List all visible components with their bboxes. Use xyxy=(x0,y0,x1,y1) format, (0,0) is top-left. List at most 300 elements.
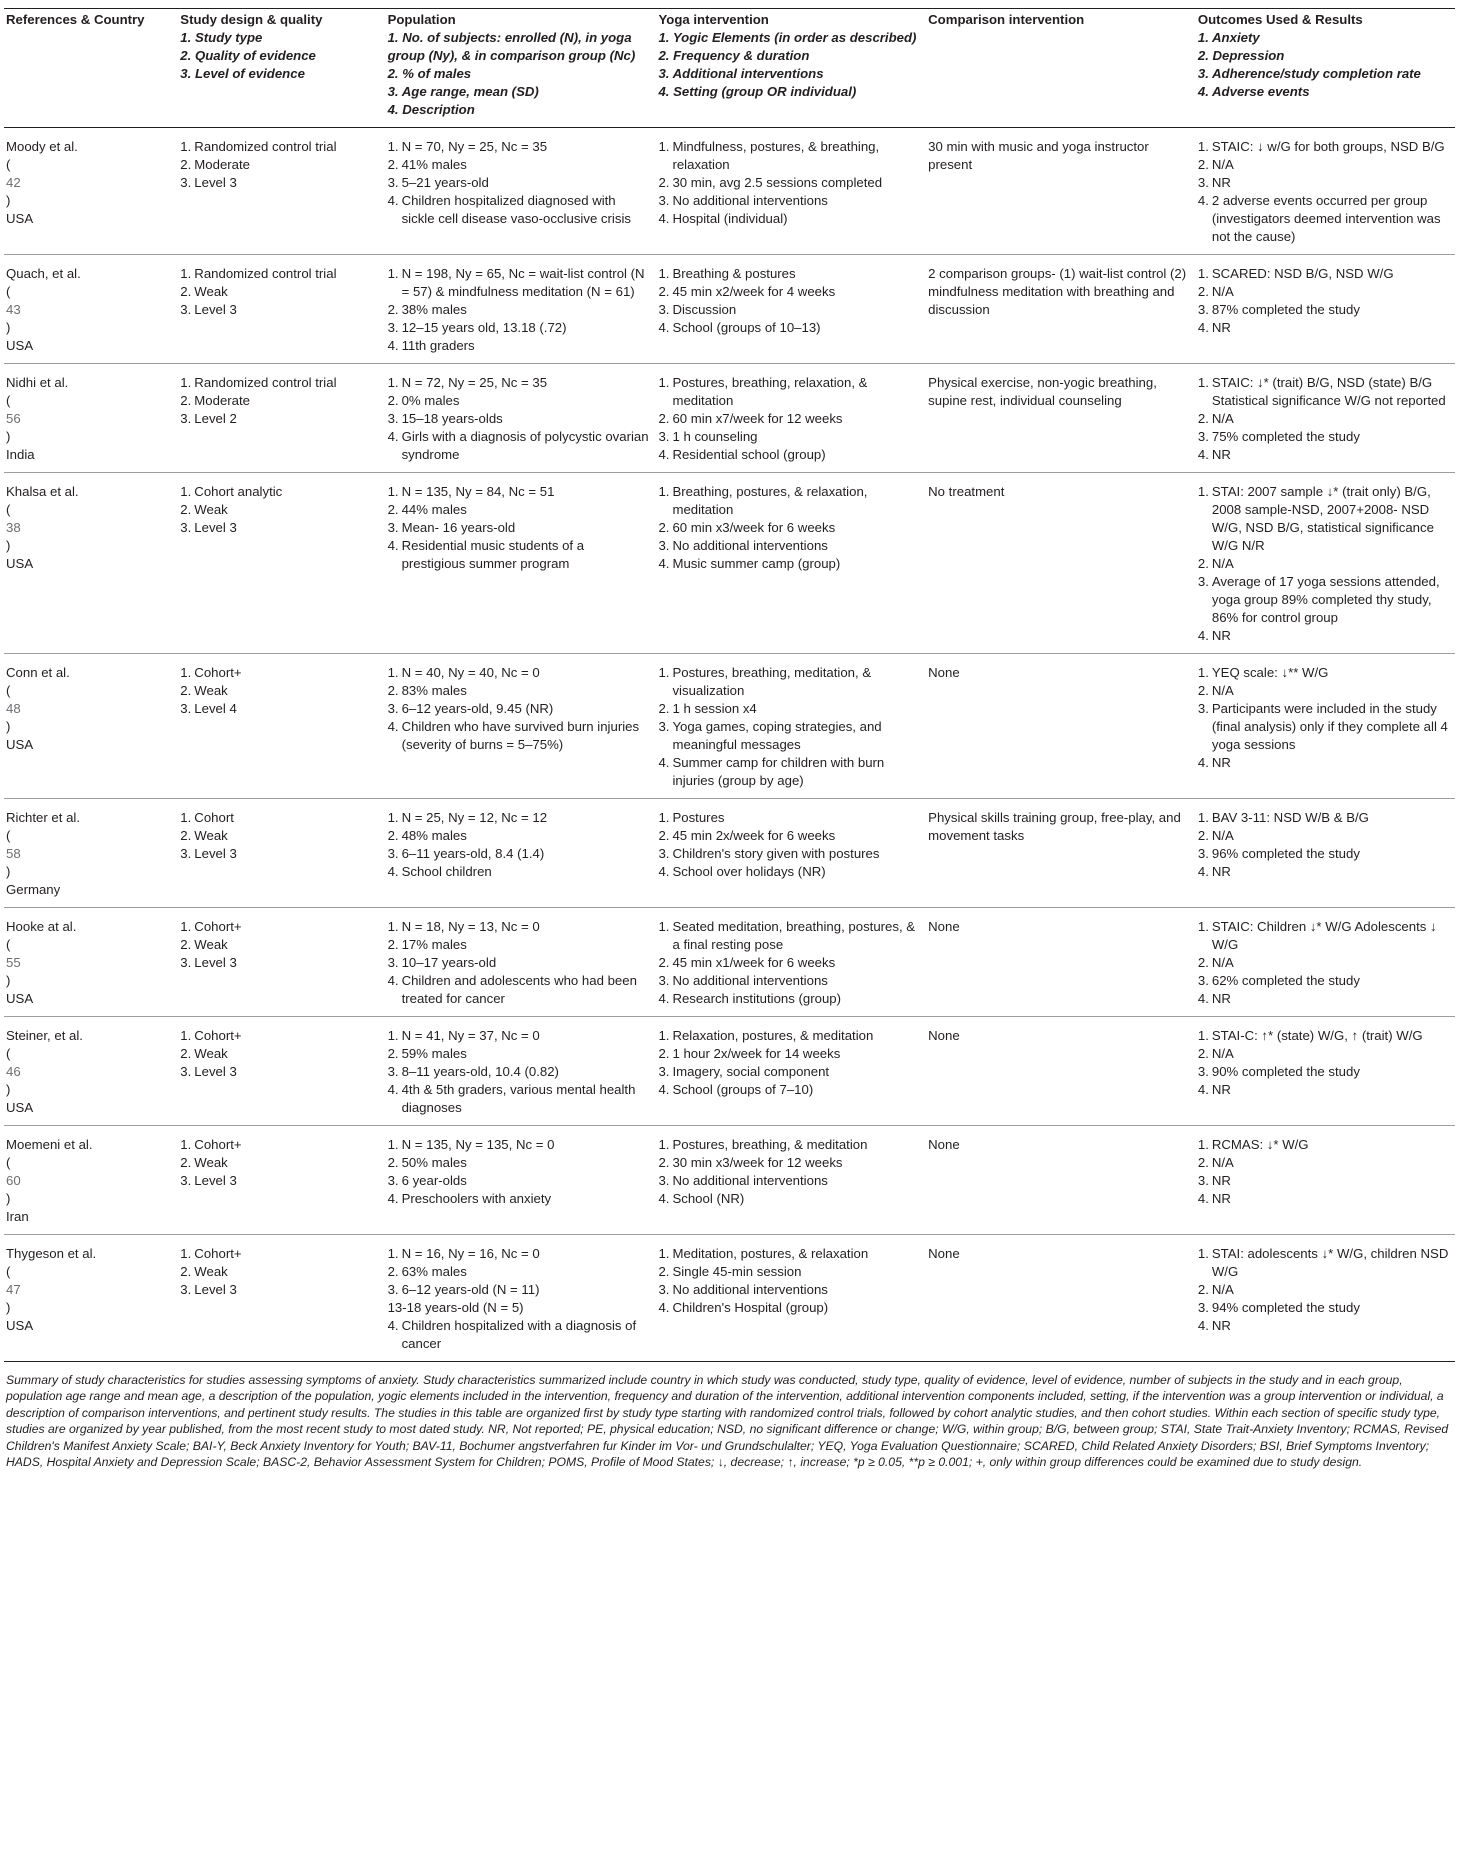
item-number: 2. xyxy=(387,937,399,952)
item-number: 1. xyxy=(387,919,399,934)
population-item xyxy=(388,918,651,936)
design-item xyxy=(180,156,379,174)
item-number: 4. xyxy=(1197,447,1209,462)
outcome-text: RCMAS: ↓* W/G xyxy=(1211,1137,1309,1152)
yoga-list xyxy=(658,1136,920,1208)
design-text: Moderate xyxy=(194,157,251,172)
item-number: 3. xyxy=(387,701,399,716)
population-text: 6–11 years-old, 8.4 (1.4) xyxy=(401,846,545,861)
design-item xyxy=(180,265,379,283)
population-text: Preschoolers with anxiety xyxy=(401,1191,552,1206)
comparison-text: Physical skills training group, free-play, and movement tasks xyxy=(928,810,1181,843)
reference-country: USA xyxy=(6,991,34,1006)
population-item xyxy=(388,1136,651,1154)
population-item xyxy=(388,1317,651,1353)
yoga-text: Imagery, social component xyxy=(672,1064,830,1079)
item-number: 4. xyxy=(387,429,399,444)
outcome-text: N/A xyxy=(1211,683,1234,698)
design-text: Cohort xyxy=(194,810,234,825)
design-list xyxy=(180,809,379,863)
outcome-item xyxy=(1198,483,1449,555)
yoga-cell xyxy=(656,1017,926,1126)
item-number: 3. xyxy=(658,193,670,208)
item-number: 4. xyxy=(387,719,399,734)
reference-authors: Moemeni et al. xyxy=(6,1137,93,1152)
item-number: 2. xyxy=(1197,556,1209,571)
reference-country: USA xyxy=(6,1100,34,1115)
yoga-item xyxy=(658,954,920,972)
item-number: 3. xyxy=(658,302,670,317)
reference-cell xyxy=(4,255,178,364)
population-text: N = 40, Ny = 40, Nc = 0 xyxy=(401,665,540,680)
yoga-list xyxy=(658,483,920,573)
column-header-item: 2. % of males xyxy=(387,66,472,81)
yoga-item xyxy=(658,428,920,446)
population-cell xyxy=(386,255,657,364)
item-number: 2. xyxy=(1197,683,1209,698)
item-number: 1. xyxy=(658,375,670,390)
design-cell xyxy=(178,1017,385,1126)
design-item xyxy=(180,519,379,537)
population-item xyxy=(388,700,651,718)
reference-authors: Steiner, et al. xyxy=(6,1028,83,1043)
yoga-text: Postures xyxy=(672,810,725,825)
study-characteristics-table xyxy=(4,8,1455,1362)
population-text: 41% males xyxy=(401,157,467,172)
reference-line: Hooke at al. ( 55 ) xyxy=(6,918,172,990)
item-number: 3. xyxy=(387,1173,399,1188)
item-number: 2. xyxy=(1197,1046,1209,1061)
item-number: 3. xyxy=(180,411,192,426)
column-header-item: 3. Additional interventions xyxy=(658,66,824,81)
population-item xyxy=(388,972,651,1008)
header-row xyxy=(4,9,1455,128)
item-number: 2. xyxy=(387,393,399,408)
population-list xyxy=(388,138,651,228)
reference-country: USA xyxy=(6,737,34,752)
outcomes-cell xyxy=(1196,473,1455,654)
population-text: Children hospitalized with a diagnosis of cancer xyxy=(401,1318,637,1351)
item-number: 2. xyxy=(1197,1155,1209,1170)
item-number: 1. xyxy=(180,484,192,499)
comparison-cell xyxy=(926,255,1196,364)
item-number: 1. xyxy=(1197,1028,1209,1043)
yoga-list xyxy=(658,1245,920,1317)
column-header-items xyxy=(180,29,379,83)
yoga-item xyxy=(658,1045,920,1063)
column-header-item: 4. Setting (group OR individual) xyxy=(658,84,857,99)
item-number: 3. xyxy=(180,1064,192,1079)
column-header xyxy=(178,9,385,128)
population-text: Children and adolescents who had been treated for cancer xyxy=(401,973,637,1006)
outcome-text: 62% completed the study xyxy=(1211,973,1360,988)
design-item xyxy=(180,664,379,682)
population-item xyxy=(388,319,651,337)
outcome-item xyxy=(1198,446,1449,464)
column-header-item: 2. Quality of evidence xyxy=(180,48,316,63)
comparison-text: None xyxy=(928,1028,960,1043)
yoga-item xyxy=(658,700,920,718)
outcome-text: NR xyxy=(1211,1191,1231,1206)
yoga-item xyxy=(658,754,920,790)
yoga-item xyxy=(658,990,920,1008)
population-cell xyxy=(386,654,657,799)
yoga-item xyxy=(658,1172,920,1190)
outcome-text: Average of 17 yoga sessions attended, yoga group 89% completed thy study, 86% for control group xyxy=(1211,574,1440,625)
item-number: 1. xyxy=(387,266,399,281)
table-row xyxy=(4,1235,1455,1362)
outcome-item xyxy=(1198,1136,1449,1154)
outcome-text: 90% completed the study xyxy=(1211,1064,1360,1079)
item-number: 4. xyxy=(658,1191,670,1206)
design-item xyxy=(180,1172,379,1190)
design-item xyxy=(180,1045,379,1063)
comparison-cell xyxy=(926,1235,1196,1362)
design-item xyxy=(180,936,379,954)
column-header-title: Population xyxy=(387,12,456,27)
design-cell xyxy=(178,654,385,799)
reference-line: Moody et al. ( 42 ) xyxy=(6,138,172,210)
design-list xyxy=(180,918,379,972)
reference-number: 38 xyxy=(6,520,21,535)
item-number: 4. xyxy=(1197,864,1209,879)
design-list xyxy=(180,138,379,192)
table-row xyxy=(4,364,1455,473)
item-number: 4. xyxy=(387,1191,399,1206)
item-number: 1. xyxy=(180,1137,192,1152)
outcome-list xyxy=(1198,1027,1449,1099)
outcome-text: STAIC: Children ↓* W/G Adolescents ↓ W/G xyxy=(1211,919,1437,952)
outcome-text: NR xyxy=(1211,991,1231,1006)
item-number: 4. xyxy=(1197,1191,1209,1206)
column-header xyxy=(1196,9,1455,128)
item-number: 3. xyxy=(180,1173,192,1188)
yoga-item xyxy=(658,374,920,410)
design-cell xyxy=(178,128,385,255)
item-number: 4. xyxy=(387,1082,399,1097)
outcomes-cell xyxy=(1196,364,1455,473)
population-item xyxy=(388,1190,651,1208)
yoga-text: Children's story given with postures xyxy=(672,846,880,861)
item-number: 1. xyxy=(1197,266,1209,281)
item-number: 2. xyxy=(658,175,670,190)
yoga-item xyxy=(658,555,920,573)
outcome-item xyxy=(1198,754,1449,772)
population-cell xyxy=(386,1017,657,1126)
population-text: N = 41, Ny = 37, Nc = 0 xyxy=(401,1028,540,1043)
item-number: 2. xyxy=(387,1155,399,1170)
outcome-item xyxy=(1198,1081,1449,1099)
outcome-item xyxy=(1198,664,1449,682)
population-item xyxy=(388,718,651,754)
yoga-text: Yoga games, coping strategies, and meaningful messages xyxy=(672,719,882,752)
item-number: 1. xyxy=(180,665,192,680)
design-item xyxy=(180,501,379,519)
item-number: 2. xyxy=(180,393,192,408)
item-number: 4. xyxy=(1197,1082,1209,1097)
yoga-text: Postures, breathing, meditation, & visualization xyxy=(672,665,872,698)
reference-country: Iran xyxy=(6,1209,29,1224)
outcome-item xyxy=(1198,1063,1449,1081)
design-text: Cohort+ xyxy=(194,1246,242,1261)
design-text: Level 3 xyxy=(194,846,237,861)
population-item xyxy=(388,1245,651,1263)
design-text: Moderate xyxy=(194,393,251,408)
item-number: 4. xyxy=(658,1300,670,1315)
reference-country: USA xyxy=(6,556,34,571)
item-number: 4. xyxy=(387,973,399,988)
yoga-item xyxy=(658,827,920,845)
comparison-text: 30 min with music and yoga instructor present xyxy=(928,139,1149,172)
comparison-cell xyxy=(926,473,1196,654)
reference-cell xyxy=(4,128,178,255)
reference-line: Moemeni et al. ( 60 ) xyxy=(6,1136,172,1208)
yoga-text: Mindfulness, postures, & breathing, relaxation xyxy=(672,139,880,172)
yoga-item xyxy=(658,1027,920,1045)
population-list xyxy=(388,483,651,573)
population-item xyxy=(388,519,651,537)
yoga-text: Relaxation, postures, & meditation xyxy=(672,1028,874,1043)
yoga-item xyxy=(658,537,920,555)
outcome-item xyxy=(1198,428,1449,446)
item-number: 4. xyxy=(1197,628,1209,643)
item-number: 3. xyxy=(1197,574,1209,589)
item-number: 1. xyxy=(658,810,670,825)
population-item xyxy=(388,1281,651,1299)
item-number: 2. xyxy=(658,1264,670,1279)
item-number: 4. xyxy=(1197,320,1209,335)
reference-cell xyxy=(4,799,178,908)
reference-number: 42 xyxy=(6,175,21,190)
item-number: 3. xyxy=(658,973,670,988)
item-number: 4. xyxy=(1197,755,1209,770)
population-item xyxy=(388,1263,651,1281)
yoga-text: Breathing, postures, & relaxation, meditation xyxy=(672,484,868,517)
population-item xyxy=(388,809,651,827)
column-header-title: Study design & quality xyxy=(180,12,323,27)
yoga-text: 45 min x1/week for 6 weeks xyxy=(672,955,836,970)
yoga-item xyxy=(658,138,920,174)
population-list xyxy=(388,1136,651,1208)
outcome-text: NR xyxy=(1211,1318,1231,1333)
yoga-item xyxy=(658,192,920,210)
outcome-item xyxy=(1198,1172,1449,1190)
table-row xyxy=(4,473,1455,654)
yoga-item xyxy=(658,174,920,192)
item-number: 1. xyxy=(180,810,192,825)
item-number: 1. xyxy=(658,919,670,934)
population-text: N = 135, Ny = 135, Nc = 0 xyxy=(401,1137,555,1152)
yoga-item xyxy=(658,1299,920,1317)
item-number: 2. xyxy=(658,955,670,970)
design-item xyxy=(180,827,379,845)
design-list xyxy=(180,265,379,319)
yoga-text: No additional interventions xyxy=(672,973,828,988)
yoga-item xyxy=(658,210,920,228)
column-header xyxy=(4,9,178,128)
outcome-item xyxy=(1198,682,1449,700)
design-text: Weak xyxy=(194,1046,228,1061)
outcome-item xyxy=(1198,138,1449,156)
outcome-item xyxy=(1198,265,1449,283)
yoga-text: Meditation, postures, & relaxation xyxy=(672,1246,869,1261)
design-text: Randomized control trial xyxy=(194,266,337,281)
item-number: 2. xyxy=(387,1264,399,1279)
yoga-text: Single 45-min session xyxy=(672,1264,802,1279)
yoga-list xyxy=(658,265,920,337)
outcome-item xyxy=(1198,192,1449,246)
yoga-item xyxy=(658,972,920,990)
reference-cell xyxy=(4,473,178,654)
comparison-cell xyxy=(926,799,1196,908)
yoga-text: School over holidays (NR) xyxy=(672,864,826,879)
item-number: 3. xyxy=(180,955,192,970)
item-number: 1. xyxy=(658,266,670,281)
reference-authors: Thygeson et al. xyxy=(6,1246,97,1261)
reference-number: 56 xyxy=(6,411,21,426)
yoga-cell xyxy=(656,473,926,654)
item-number: 4. xyxy=(658,556,670,571)
item-number: 1. xyxy=(180,266,192,281)
column-header-item: 2. Depression xyxy=(1197,48,1285,63)
item-number: 2. xyxy=(658,520,670,535)
item-number: 4. xyxy=(1197,1318,1209,1333)
item-number: 3. xyxy=(180,520,192,535)
population-item xyxy=(388,1027,651,1045)
population-item xyxy=(388,301,651,319)
item-number: 1. xyxy=(1197,484,1209,499)
column-header-item: 1. Anxiety xyxy=(1197,30,1260,45)
item-number: 1. xyxy=(387,1028,399,1043)
item-number: 2. xyxy=(658,828,670,843)
population-text: 11th graders xyxy=(401,338,475,353)
population-text: 44% males xyxy=(401,502,467,517)
outcome-text: NR xyxy=(1211,864,1231,879)
yoga-item xyxy=(658,446,920,464)
outcome-text: N/A xyxy=(1211,1046,1234,1061)
design-list xyxy=(180,1027,379,1081)
yoga-list xyxy=(658,1027,920,1099)
item-number: 1. xyxy=(180,139,192,154)
yoga-item xyxy=(658,718,920,754)
reference-country: USA xyxy=(6,211,34,226)
table-row xyxy=(4,128,1455,255)
population-text: 0% males xyxy=(401,393,460,408)
yoga-item xyxy=(658,410,920,428)
item-number: 3. xyxy=(387,955,399,970)
reference-number: 60 xyxy=(6,1173,21,1188)
yoga-text: Seated meditation, breathing, postures, & a final resting pose xyxy=(672,919,916,952)
population-cell xyxy=(386,364,657,473)
column-header-item: 1. No. of subjects: enrolled (N), in yoga group (Ny), & in comparison group (Nc) xyxy=(387,30,636,63)
item-number: 4. xyxy=(658,1082,670,1097)
item-number: 4. xyxy=(658,211,670,226)
population-continuation: 13-18 years-old (N = 5) xyxy=(387,1300,524,1315)
item-number: 4. xyxy=(658,447,670,462)
design-item xyxy=(180,1027,379,1045)
outcome-item xyxy=(1198,555,1449,573)
yoga-text: Hospital (individual) xyxy=(672,211,788,226)
design-list xyxy=(180,483,379,537)
comparison-cell xyxy=(926,1017,1196,1126)
table-body xyxy=(4,128,1455,1362)
item-number: 3. xyxy=(658,846,670,861)
population-list xyxy=(388,918,651,1008)
item-number: 3. xyxy=(387,520,399,535)
item-number: 2. xyxy=(658,284,670,299)
column-header-title: References & Country xyxy=(6,12,145,27)
population-cell xyxy=(386,473,657,654)
design-item xyxy=(180,809,379,827)
outcomes-cell xyxy=(1196,799,1455,908)
item-number: 3. xyxy=(658,719,670,734)
population-text: 38% males xyxy=(401,302,467,317)
outcome-text: STAIC: ↓* (trait) B/G, NSD (state) B/G Statistical significance W/G not reported xyxy=(1211,375,1446,408)
design-item xyxy=(180,700,379,718)
item-number: 4. xyxy=(658,320,670,335)
design-text: Level 3 xyxy=(194,175,237,190)
table-row xyxy=(4,654,1455,799)
yoga-cell xyxy=(656,654,926,799)
outcome-item xyxy=(1198,863,1449,881)
population-item xyxy=(388,156,651,174)
item-number: 1. xyxy=(658,139,670,154)
reference-number: 48 xyxy=(6,701,21,716)
population-item xyxy=(388,337,651,355)
item-number: 2. xyxy=(180,1155,192,1170)
design-list xyxy=(180,1136,379,1190)
item-number: 1. xyxy=(658,1137,670,1152)
reference-line: Khalsa et al. ( 38 ) xyxy=(6,483,172,555)
column-header-items xyxy=(658,29,920,101)
item-number: 3. xyxy=(1197,1300,1209,1315)
item-number: 3. xyxy=(1197,973,1209,988)
outcome-text: N/A xyxy=(1211,556,1234,571)
yoga-text: Research institutions (group) xyxy=(672,991,842,1006)
outcomes-cell xyxy=(1196,255,1455,364)
reference-country: India xyxy=(6,447,35,462)
outcome-text: BAV 3-11: NSD W/B & B/G xyxy=(1211,810,1369,825)
item-number: 2. xyxy=(180,157,192,172)
yoga-item xyxy=(658,1154,920,1172)
population-text: 4th & 5th graders, various mental health diagnoses xyxy=(401,1082,636,1115)
outcomes-cell xyxy=(1196,1126,1455,1235)
column-header-item: 4. Adverse events xyxy=(1197,84,1310,99)
design-item xyxy=(180,283,379,301)
population-item xyxy=(388,501,651,519)
population-item xyxy=(388,827,651,845)
yoga-text: Postures, breathing, & meditation xyxy=(672,1137,868,1152)
outcome-text: N/A xyxy=(1211,1282,1234,1297)
yoga-item xyxy=(658,301,920,319)
population-item xyxy=(388,664,651,682)
yoga-list xyxy=(658,918,920,1008)
reference-authors: Hooke at al. xyxy=(6,919,77,934)
item-number: 2. xyxy=(658,1046,670,1061)
column-header-item: 1. Yogic Elements (in order as described) xyxy=(658,30,917,45)
design-text: Level 3 xyxy=(194,955,237,970)
design-cell xyxy=(178,255,385,364)
design-item xyxy=(180,410,379,428)
population-text: Mean- 16 years-old xyxy=(401,520,516,535)
design-list xyxy=(180,664,379,718)
item-number: 4. xyxy=(387,864,399,879)
population-text: N = 72, Ny = 25, Nc = 35 xyxy=(401,375,548,390)
design-cell xyxy=(178,473,385,654)
reference-cell xyxy=(4,364,178,473)
outcome-item xyxy=(1198,972,1449,990)
item-number: 1. xyxy=(387,375,399,390)
